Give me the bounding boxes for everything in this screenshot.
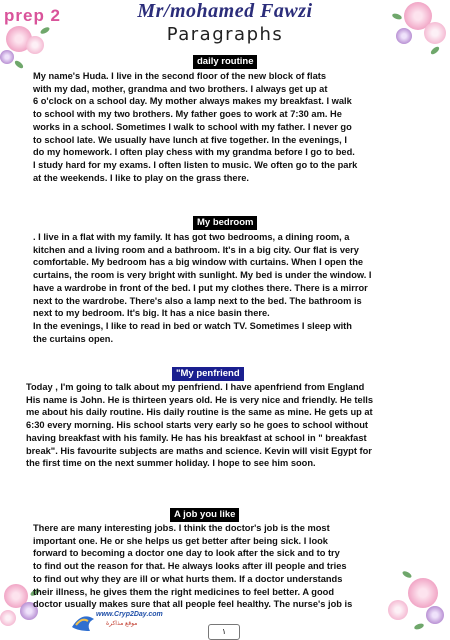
paragraph-my-penfriend: Today , I'm going to talk about my penfriend. I have apenfriend from England His name is John. He is thirteen years old. He is very nice and friendly. He tells me about his daily routine. His daily routine is the same as mine. He gets up at 6:30 every morning. His school starts very early so he goes to school without having breakfast with his family. He has his breakfast at school in " breakfast break". His favourite subjects are maths and science. Kevin will visit Egypt for the first time on the next summer holiday. I hope to see him soon. xyxy=(26,382,374,469)
section-heading-my-penfriend: "My penfriend xyxy=(172,367,244,381)
author-title: Mr/mohamed Fawzi xyxy=(137,0,313,22)
grade-badge: prep 2 xyxy=(4,6,62,25)
section-heading-a-job-you-like: A job you like xyxy=(170,508,239,522)
footer-site-url: www.Cryp2Day.com xyxy=(96,611,163,618)
page-number: ١ xyxy=(208,624,240,640)
footer-site-subtitle: موقع مذاكرة xyxy=(106,621,138,627)
section-heading-daily-routine: daily routine xyxy=(193,55,257,69)
section-heading-my-bedroom: My bedroom xyxy=(193,216,257,230)
paragraph-daily-routine: My name's Huda. I live in the second floor of the new block of flats with my dad, mother, grandma and two brothers. I always get up at 6 o'clock on a school day. My mother always makes my breakfast. I walk to school with my two brothers. My father goes to work at 7:30 am. He works in a school. Sometimes I walk to school with my father. I never go to school late. We usually have lunch at five together. In the evenings, I do my homework. I often play chess with my grandma before I go to bed. I study hard for my exams. I often listen to music. We often go to the park at the weekends. I like to play on the grass there. xyxy=(33,71,358,183)
paragraph-my-bedroom: . I live in a flat with my family. It has got two bedrooms, a dining room, a kitchen and a living room and a bathroom. It's in a big city. Our flat is very comfortable. My bedroom has a big window with curtains. When I open the curtains, the room is very bright with sunlight. My bed is under the window. I have a wardrobe in front of the bed. I put my clothes there. There is a mirror next to the wardrobe. There's also a lamp next to the bed. The bathroom is next to my bedroom. It's big. It has a nice basin there. In the evenings, I like to read in bed or watch TV. Sometimes I sleep with the curtains open. xyxy=(33,232,372,344)
paragraph-a-job-you-like: There are many interesting jobs. I think the doctor's job is the most important one. He or she helps us get better after being sick. I look forward to becoming a doctor one day to look after the sick and to try to find out the reason for that. He always looks after ill people and tries to find out why they are ill or what hurts them. If a doctor understands their illness, he gives them the right medicines to feel better. A good doctor usually makes sure that all people feel healthy. The nurse's job is xyxy=(33,523,353,610)
page-subtitle: Paragraphs xyxy=(166,24,284,45)
